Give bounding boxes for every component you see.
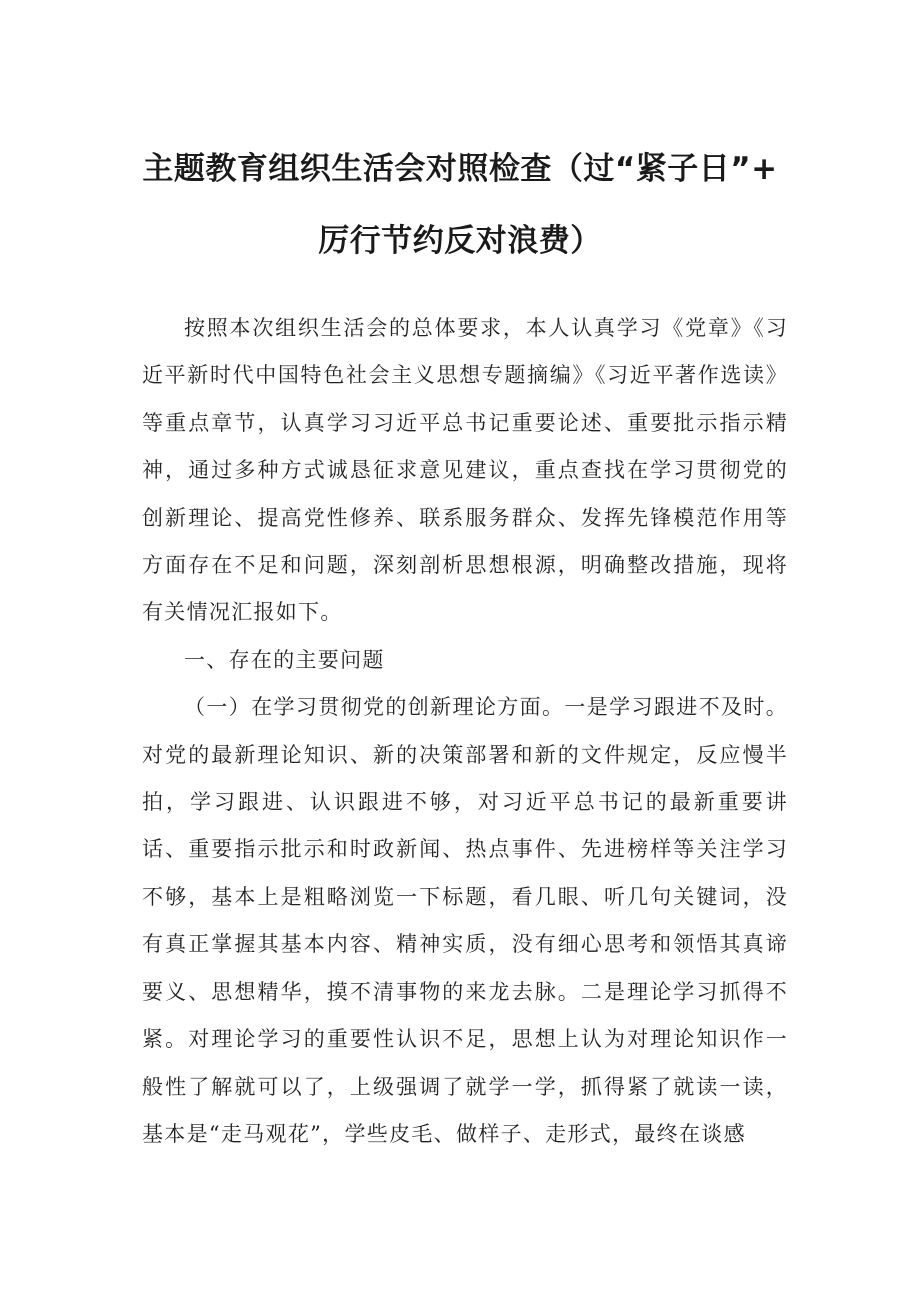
section-heading: 一、存在的主要问题 (184, 647, 385, 672)
intro-paragraph: 按照本次组织生活会的总体要求，本人认真学习《党章》《习近平新时代中国特色社会主义思想专题摘编》《习近平著作选读》等重点章节，认真学习习近平总书记重要论述、重要批示指示精神，通过多种方式诚恳征求意见建议，重点查找在学习贯彻党的创新理论、提高党性修养、联系服务群众、发挥先锋模范作用等方面存在不足和问题，深刻剖析思想根源，明确整改措施，现将有关情况汇报如下。 (142, 316, 788, 625)
subsection-paragraph: （一）在学习贯彻党的创新理论方面。一是学习跟进不及时。对党的最新理论知识、新的决策部署和新的文件规定，反应慢半拍，学习跟进、认识跟进不够，对习近平总书记的最新重要讲话、重要指示批示和时政新闻、热点事件、先进榜样等关注学习不够，基本上是粗略浏览一下标题，看几眼、听几句关键词，没有真正掌握其基本内容、精神实质，没有细心思考和领悟其真谛要义、思想精华，摸不清事物的来龙去脉。二是理论学习抓得不紧。对理论学习的重要性认识不足，思想上认为对理论知识作一般性了解就可以了，上级强调了就学一学，抓得紧了就读一读，基本是“走马观花”，学些皮毛、做样子、走形式，最终在谈感 (142, 695, 788, 1146)
title-line-1: 主题教育组织生活会对照检查（过“紧子日”+ (142, 151, 778, 187)
title-line-2: 厉行节约反对浪费） (318, 223, 602, 259)
document-body (142, 305, 788, 1158)
document-title (0, 138, 920, 272)
